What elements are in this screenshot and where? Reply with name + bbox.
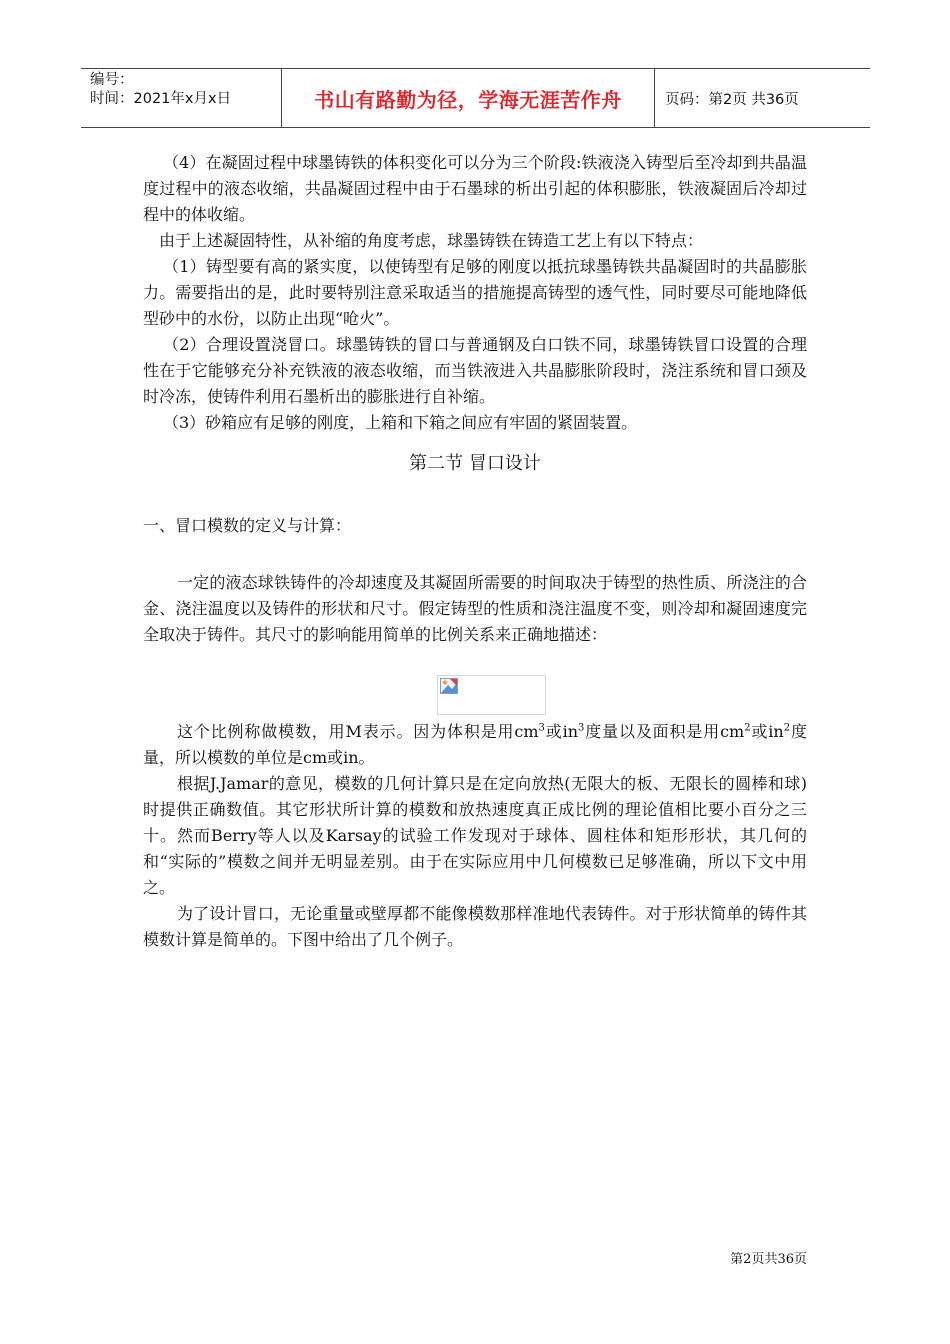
header-page-label: 页码：第2页 共36页 xyxy=(665,91,799,108)
page-header xyxy=(81,68,870,128)
page-footer: 第2页共36页 xyxy=(730,1252,807,1267)
paragraph-jamar: 根据J.Jamar的意见，模数的几何计算只是在定向放热(无限大的板、无限长的圆棒和球)时提供正确数值。其它形状所计算的模数和放热速度真正成比例的理论值相比要小百分之三十。然而Berry等人以及Karsay的试验工作发现对于球体、圆柱体和矩形形状，其几何的和“实际的”模数之间并无明显差别。由于在实际应用中几何模数已足够准确，所以下文中用之。 xyxy=(143,774,807,897)
header-meta xyxy=(81,69,282,127)
formula-image-placeholder xyxy=(437,675,546,715)
paragraph-riser-design: 为了设计冒口，无论重量或壁厚都不能像模数那样准地代表铸件。对于形状简单的铸件其模数计算是简单的。下图中给出了几个例子。 xyxy=(143,904,807,949)
broken-image-icon xyxy=(440,678,458,694)
paragraph-item-1: （1）铸型要有高的紧实度，以使铸型有足够的刚度以抵抗球墨铸铁共晶凝固时的共晶膨胀力。需要指出的是，此时要特别注意采取适当的措施提高铸型的透气性，同时要尽可能地降低型砂中的水份，以防止出现“呛火”。 xyxy=(143,257,807,328)
superscript: 3 xyxy=(578,722,585,734)
body-text-c xyxy=(143,719,807,953)
paragraph-item-2: （2）合理设置浇冒口。球墨铸铁的冒口与普通钢及白口铁不同，球墨铸铁冒口设置的合理性在于它能够充分补充铁液的液态收缩，而当铁液进入共晶膨胀阶段时，浇注系统和冒口颈及时冷冻，使铸件利用石墨析出的膨胀进行自补缩。 xyxy=(143,335,807,406)
paragraph-cooling-rate: 一定的液态球铁铸件的冷却速度及其凝固所需要的时间取决于铸型的热性质、所浇注的合金、浇注温度以及铸件的形状和尺寸。假定铸型的性质和浇注温度不变，则冷却和凝固速度完全取决于铸件。其尺寸的影响能用简单的比例关系来正确地描述： xyxy=(143,573,807,644)
section-title: 第二节 冒口设计 xyxy=(409,453,541,474)
paragraph-item-3: （3）砂箱应有足够的刚度，上箱和下箱之间应有牢固的紧固装置。 xyxy=(163,413,638,432)
body-text-a xyxy=(143,150,807,436)
modulus-text-part: 度量，所以模数的单位是cm或in。 xyxy=(143,722,807,767)
superscript: 3 xyxy=(538,722,545,734)
modulus-text-part: 或in xyxy=(750,722,784,741)
header-time-label: 时间：2021年x月x日 xyxy=(90,91,232,107)
paragraph-modulus-definition xyxy=(143,719,807,771)
header-code-label: 编号： xyxy=(90,72,134,88)
superscript: 2 xyxy=(783,722,791,734)
modulus-text-part: 或in xyxy=(544,722,579,741)
header-motto: 书山有路勤为径，学海无涯苦作舟 xyxy=(282,69,655,127)
modulus-text-part: 这个比例称做模数，用M表示。因为体积是用cm xyxy=(177,722,539,741)
superscript: 2 xyxy=(744,722,751,734)
sub-title: 一、冒口模数的定义与计算： xyxy=(143,516,352,535)
body-text-b xyxy=(143,570,807,648)
paragraph-solidification-stages: （4）在凝固过程中球墨铸铁的体积变化可以分为三个阶段:铁液浇入铸型后至冷却到共晶温度过程中的液态收缩，共晶凝固过程中由于石墨球的析出引起的体积膨胀，铁液凝固后冷却过程中的体收缩。 xyxy=(143,153,807,224)
paragraph-process-features: 由于上述凝固特性，从补缩的角度考虑，球墨铸铁在铸造工艺上有以下特点： xyxy=(159,231,704,250)
modulus-text-part: 度量以及面积是用cm xyxy=(584,722,745,741)
